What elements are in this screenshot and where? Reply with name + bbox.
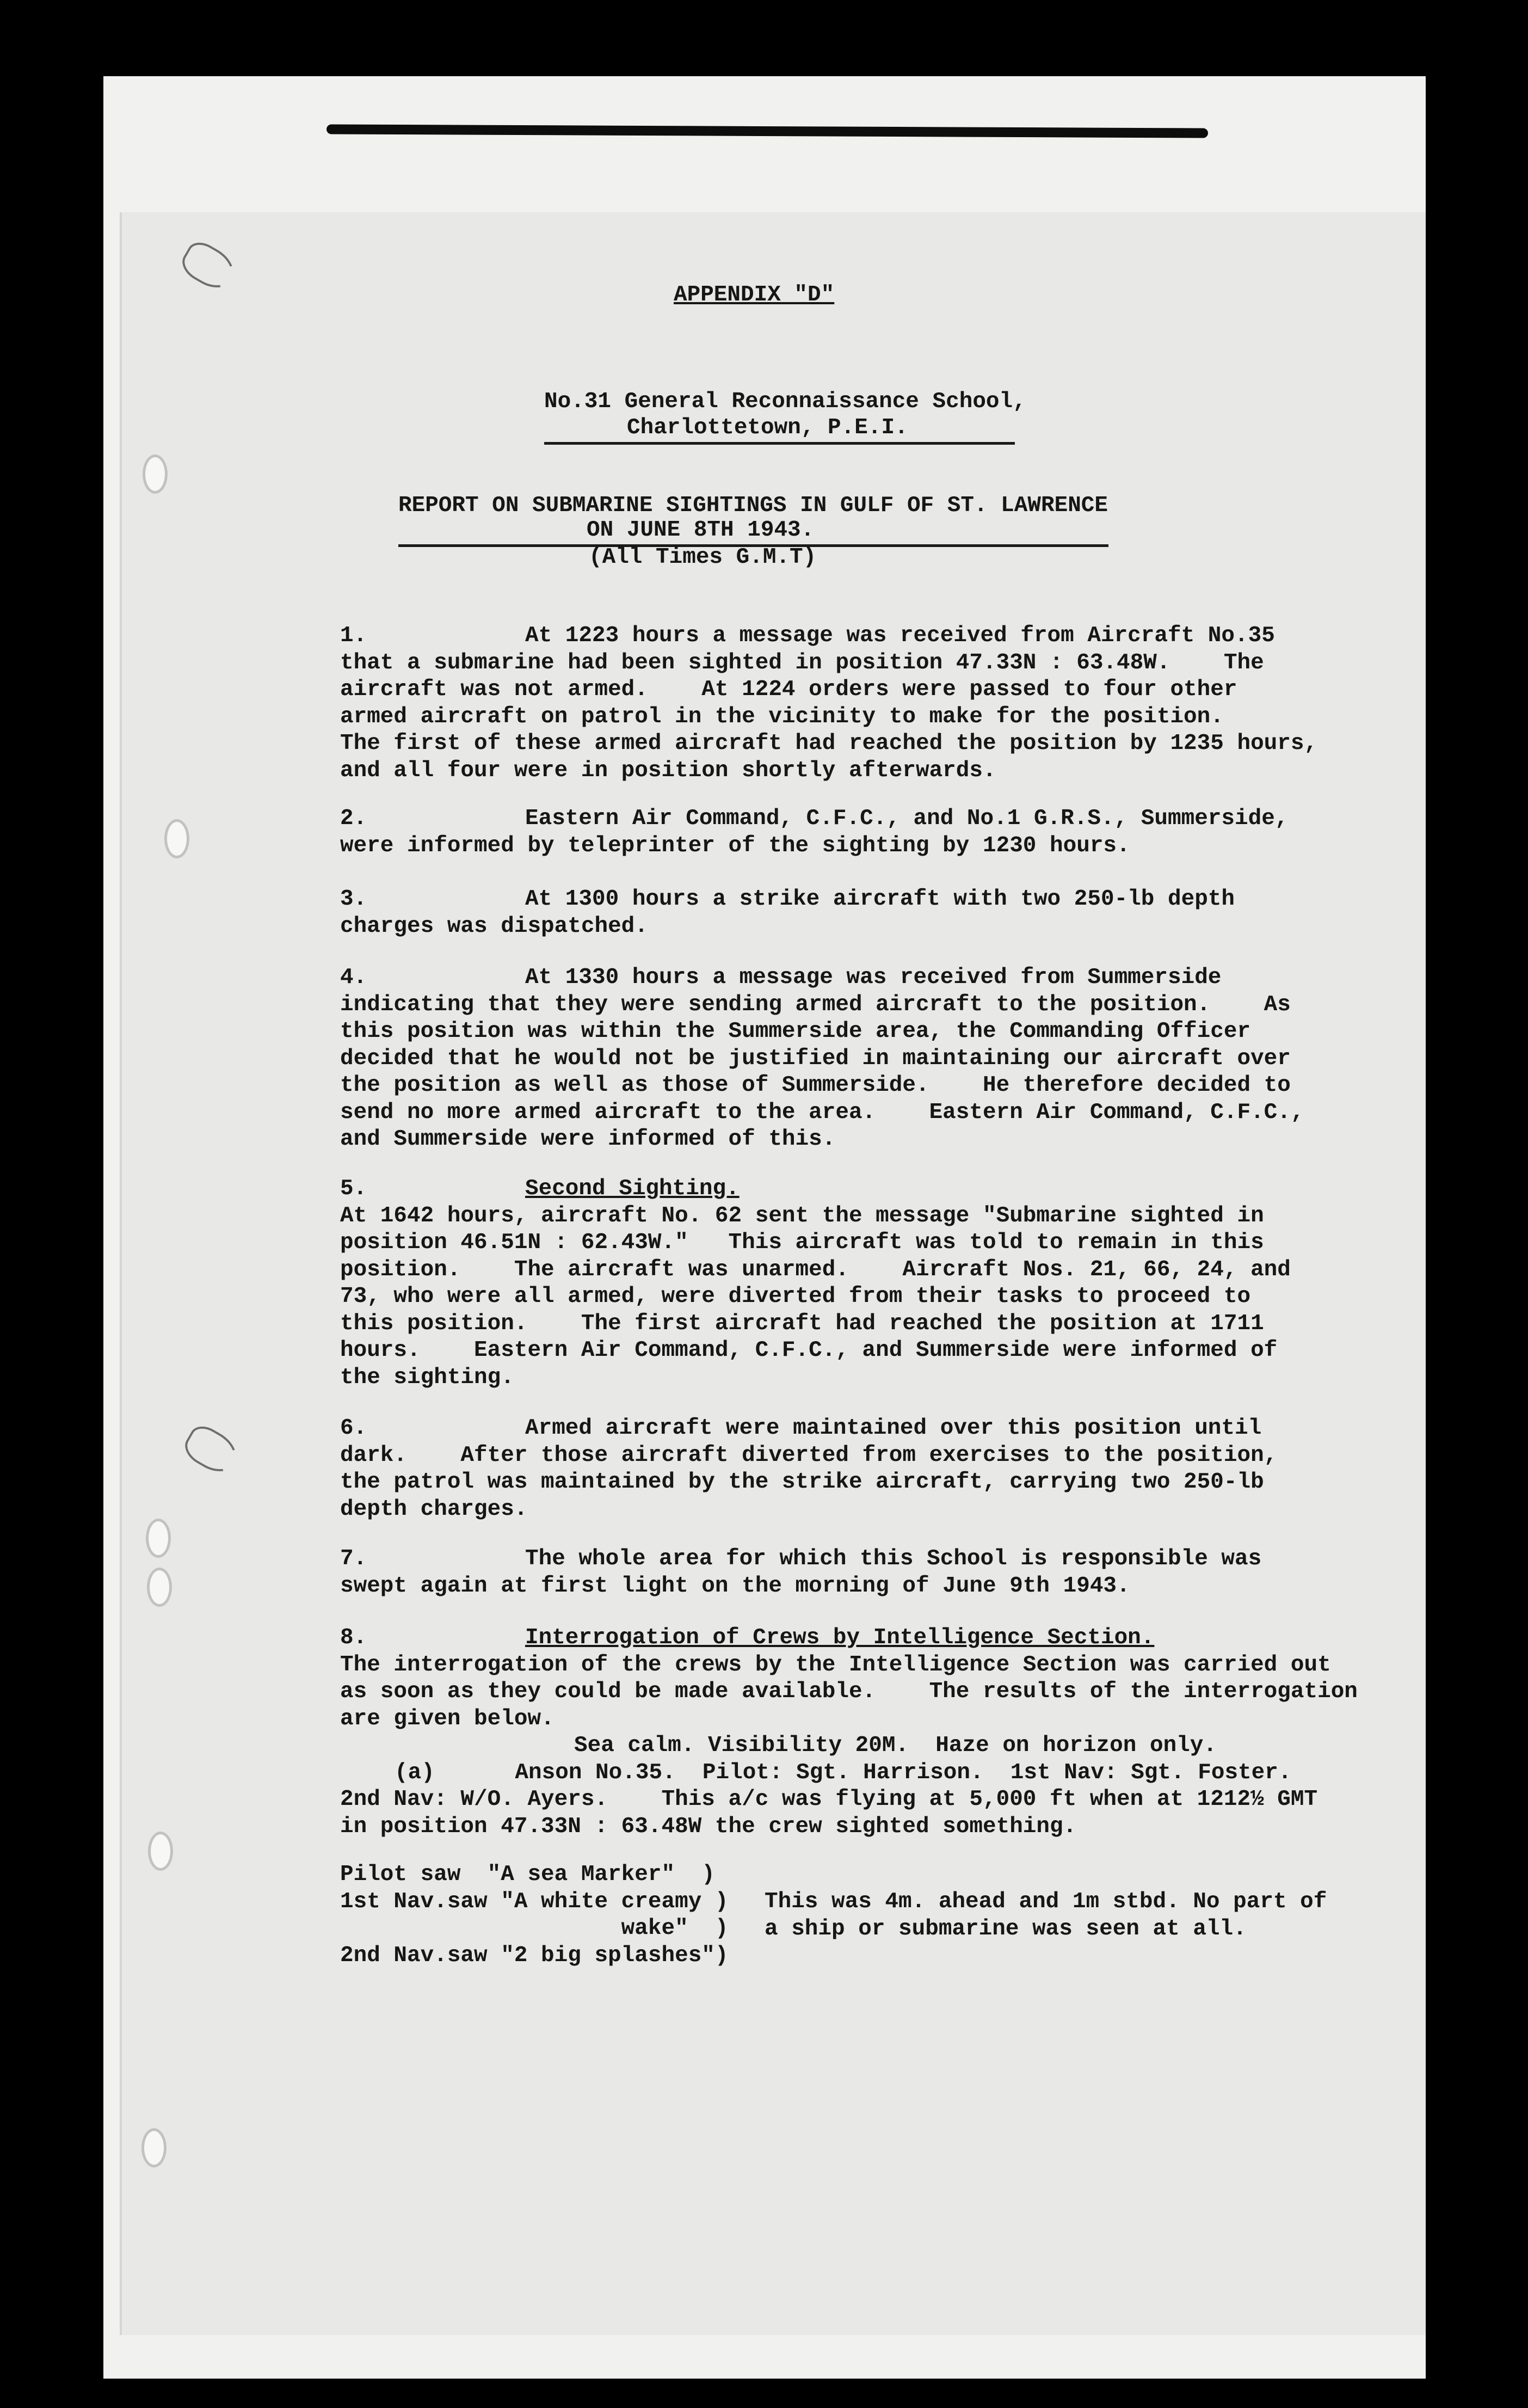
punch-hole [141, 2128, 167, 2167]
section-heading: Second Sighting. [525, 1176, 740, 1201]
org-underline [544, 442, 1015, 445]
paragraph-5: 5. Second Sighting. At 1642 hours, aircraft No. 62 sent the message "Submarine sighted in position 46.51N : 62.43W." This aircraft was told to remain in this position. The aircraft was unarmed. Aircraft Nos. 21, 66, 24, and 73, who were all armed, were diverted from their tasks to proceed to this position. The first aircraft had reached the position at 1711 hours. Eastern Air Command, C.F.C., and Summerside were informed of the sighting. [340, 1176, 1291, 1390]
paragraph-number: 8. [340, 1625, 367, 1650]
paragraph-number: 5. [340, 1176, 367, 1201]
punch-hole [148, 1832, 173, 1871]
paragraph-number: 3. [340, 887, 367, 912]
paragraph-3: 3. At 1300 hours a strike aircraft with two 250-lb depth charges was dispatched. [340, 887, 1235, 939]
appendix-title: APPENDIX "D" [674, 282, 835, 308]
org-line-1: No.31 General Reconnaissance School, [544, 389, 1026, 414]
paragraph-number: 7. [340, 1546, 367, 1571]
paragraph-number: 6. [340, 1416, 367, 1441]
crew-observations: Pilot saw "A sea Marker" ) 1st Nav.saw "A white creamy ) wake" ) 2nd Nav.saw "2 big splashes") [340, 1862, 729, 1968]
paragraph-number: 4. [340, 965, 367, 990]
section-heading: Interrogation of Crews by Intelligence Section. [525, 1625, 1155, 1650]
punch-hole [164, 819, 189, 858]
punch-hole [147, 1568, 172, 1607]
paragraph-4: 4. At 1330 hours a message was received from Summerside indicating that they were sending armed aircraft to the position. As this position was within the Summerside area, the Commanding Officer decided that he would not be justified in maintaining our aircraft over the position as well as those of Summerside. He therefore decided to send no more armed aircraft to the area. Eastern Air Command, C.F.C., and Summerside were informed of this. [340, 965, 1304, 1152]
observation-remark: This was 4m. ahead and 1m stbd. No part of a ship or submarine was seen at all. [765, 1889, 1327, 1942]
paragraph-number: 2. [340, 806, 367, 831]
ink-smudge [180, 1421, 244, 1479]
paragraph-6: 6. Armed aircraft were maintained over this position until dark. After those aircraft diverted from exercises to the position, the patrol was maintained by the strike aircraft, carrying two 250-lb depth charges. [340, 1416, 1278, 1522]
report-title-line-2: ON JUNE 8TH 1943. [587, 518, 815, 543]
report-title-line-1: REPORT ON SUBMARINE SIGHTINGS IN GULF OF ST. LAWRENCE [398, 493, 1108, 518]
paragraph-2: 2. Eastern Air Command, C.F.C., and No.1 G.R.S., Summerside, were informed by teleprinter of the sighting by 1230 hours. [340, 806, 1289, 858]
org-line-2: Charlottetown, P.E.I. [627, 415, 908, 440]
punch-hole [143, 454, 168, 494]
paragraph-1: 1. At 1223 hours a message was received from Aircraft No.35 that a submarine had been sighted in position 47.33N : 63.48W. The aircraft was not armed. At 1224 orders were passed to four other armed aircraft on patrol in the vicinity to make for the position. The first of these armed aircraft had reached the position by 1235 hours, and all four were in position shortly afterwards. [340, 623, 1318, 783]
ink-smudge [177, 237, 242, 296]
paragraph-number: 1. [340, 623, 367, 648]
punch-hole [146, 1519, 171, 1558]
paragraph-8: 8. Interrogation of Crews by Intelligence Section. The interrogation of the crews by the Intelligence Section was carried out as soon as they could be made available. The results of the interrogation are given below. Sea calm. Visibility 20M. Haze on horizon only. (a) Anson No.35. Pilot: Sgt. Harrison. 1st Nav: Sgt. Foster. 2nd Nav: W/O. Ayers. This a/c was flying at 5,000 ft when at 1212½ GMT in position 47.33N : 63.48W the crew sighted something. [340, 1625, 1358, 1839]
paragraph-7: 7. The whole area for which this School is responsible was swept again at first light on the morning of June 9th 1943. [340, 1546, 1262, 1599]
report-title-line-3: (All Times G.M.T) [589, 545, 817, 570]
